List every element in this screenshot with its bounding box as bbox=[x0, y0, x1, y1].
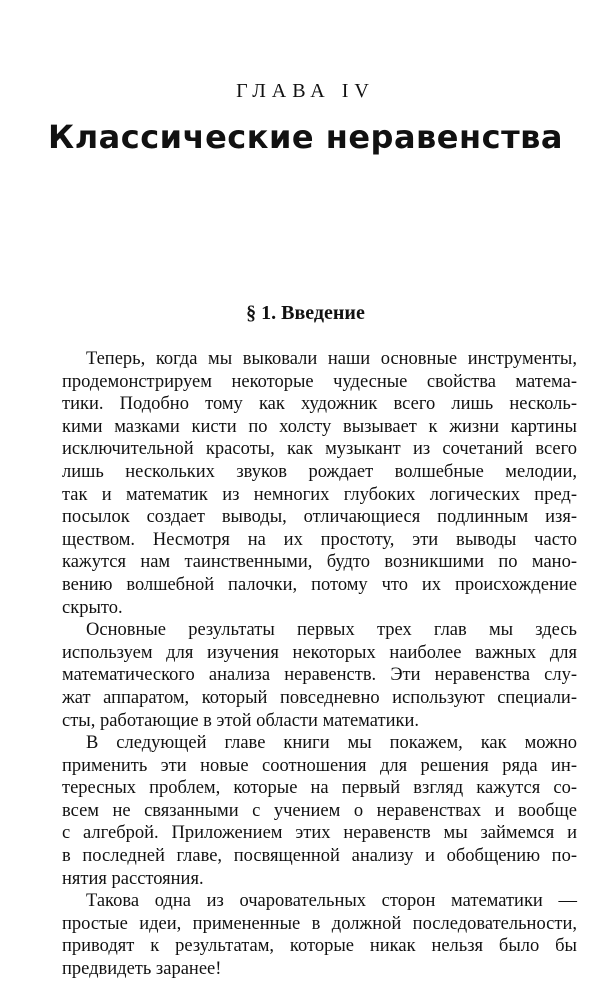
text-line: применить эти новые соотношения для решения ряда ин- bbox=[62, 755, 577, 776]
text-line: в последней главе, посвященной анализу и обобщению по- bbox=[62, 846, 577, 867]
text-line: Теперь, когда мы выковали наши основные инструменты, bbox=[86, 349, 577, 369]
text-line: тики. Подобно тому как художник всего лишь несколь- bbox=[62, 394, 577, 415]
text-line: используем для изучения некоторых наиболее важных для bbox=[62, 642, 577, 663]
text-line: исключительной красоты, как музыкант из сочетаний всего bbox=[62, 439, 577, 460]
text-line: продемонстрируем некоторые чудесные свойства матема- bbox=[62, 371, 577, 392]
text-line: скрыто. bbox=[62, 597, 123, 618]
paragraph-3 bbox=[62, 732, 577, 890]
text-line: так и математик из немногих глубоких логических пред- bbox=[62, 484, 577, 505]
chapter-label: ГЛАВА IV bbox=[236, 80, 375, 102]
chapter-title: Классические неравенства bbox=[48, 118, 563, 156]
text-line: В следующей главе книги мы покажем, как можно bbox=[86, 733, 577, 754]
text-line: математического анализа неравенств. Эти неравенства слу- bbox=[62, 665, 577, 686]
text-line: кажутся нам таинственными, будто возникшими по мано- bbox=[62, 552, 577, 573]
text-line: посылок создает выводы, отличающиеся подлинным изя- bbox=[62, 507, 577, 528]
body-text bbox=[62, 348, 577, 981]
text-line: приводят к результатам, которые никак нельзя было бы bbox=[62, 936, 577, 957]
text-line: лишь нескольких звуков рождает волшебные мелодии, bbox=[62, 461, 577, 482]
text-line: тересных проблем, которые на первый взгляд кажутся со- bbox=[62, 778, 577, 799]
text-line: Такова одна из очаровательных сторон математики — bbox=[86, 891, 577, 912]
paragraph-2 bbox=[62, 619, 577, 732]
text-line: предвидеть заранее! bbox=[62, 959, 222, 980]
text-line: с алгеброй. Приложением этих неравенств мы займемся и bbox=[62, 823, 577, 844]
paragraph-1 bbox=[62, 348, 577, 619]
text-line: всем не связанными с учением о неравенствах и вообще bbox=[62, 800, 577, 821]
text-line: сты, работающие в этой области математики. bbox=[62, 710, 419, 731]
text-line: кими мазками кисти по холсту вызывает к жизни картины bbox=[62, 416, 577, 437]
text-line: нятия расстояния. bbox=[62, 868, 204, 889]
text-line: вению волшебной палочки, потому что их происхождение bbox=[62, 574, 577, 595]
text-line: жат аппаратом, который повседневно используют специали- bbox=[62, 687, 577, 708]
text-line: Основные результаты первых трех глав мы здесь bbox=[86, 620, 577, 641]
text-line: ществом. Несмотря на их простоту, эти выводы часто bbox=[62, 529, 577, 550]
section-heading: § 1. Введение bbox=[246, 302, 365, 324]
paragraph-4 bbox=[62, 890, 577, 980]
text-line: простые идеи, примененные в должной последовательности, bbox=[62, 913, 577, 934]
